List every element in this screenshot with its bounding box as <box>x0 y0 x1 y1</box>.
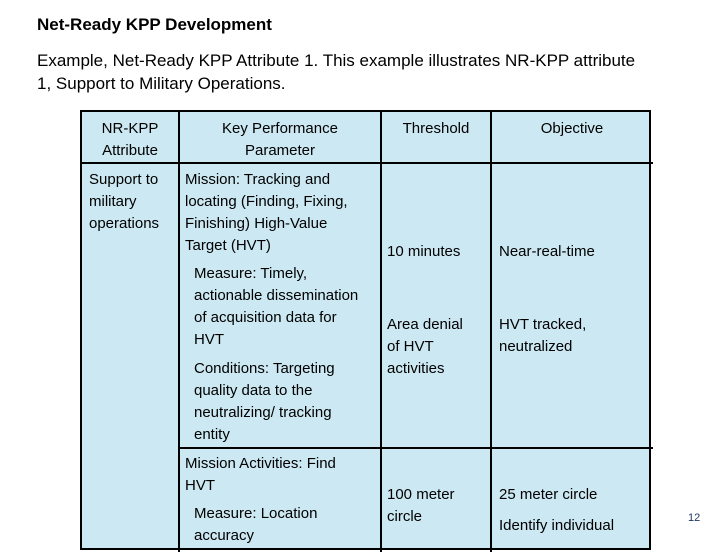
attribute-cell: Support to military operations <box>89 171 160 232</box>
threshold-2: Area denial of HVT activities <box>387 316 463 377</box>
kpp-measure2: Measure: Location accuracy <box>194 505 318 544</box>
kpp-table <box>80 110 651 550</box>
kpp-measure: Measure: Timely, actionable dissemination of acquisition data for HVT <box>194 265 359 348</box>
slide-title: Net-Ready KPP Development <box>37 15 272 34</box>
threshold-1: 10 minutes <box>387 243 461 260</box>
objective-2: HVT tracked, neutralized <box>499 316 587 355</box>
intro-text: Example, Net-Ready KPP Attribute 1. This example illustrates NR-KPP attribute 1, Support to Military Operations. <box>37 51 636 93</box>
kpp-mission: Mission: Tracking and locating (Finding, Fixing, Finishing) High-Value Target (HVT) <box>185 171 348 254</box>
divider <box>178 447 653 449</box>
threshold-3: 100 meter circle <box>387 486 455 525</box>
divider <box>178 112 180 552</box>
kpp-conditions: Conditions: Targeting quality data to the neutralizing/ tracking entity <box>194 360 335 443</box>
header-attribute: NR-KPP Attribute <box>101 120 159 159</box>
divider <box>380 112 382 552</box>
objective-3: 25 meter circle <box>499 486 598 503</box>
page-number: 12 <box>688 512 701 524</box>
divider <box>82 162 653 164</box>
kpp-activities: Mission Activities: Find HVT <box>185 455 336 494</box>
divider <box>490 112 492 552</box>
header-threshold: Threshold <box>402 120 470 137</box>
header-kpp: Key Performance Parameter <box>222 120 338 159</box>
objective-1: Near-real-time <box>499 243 595 260</box>
objective-4: Identify individual <box>499 517 615 534</box>
header-objective: Objective <box>540 120 604 137</box>
